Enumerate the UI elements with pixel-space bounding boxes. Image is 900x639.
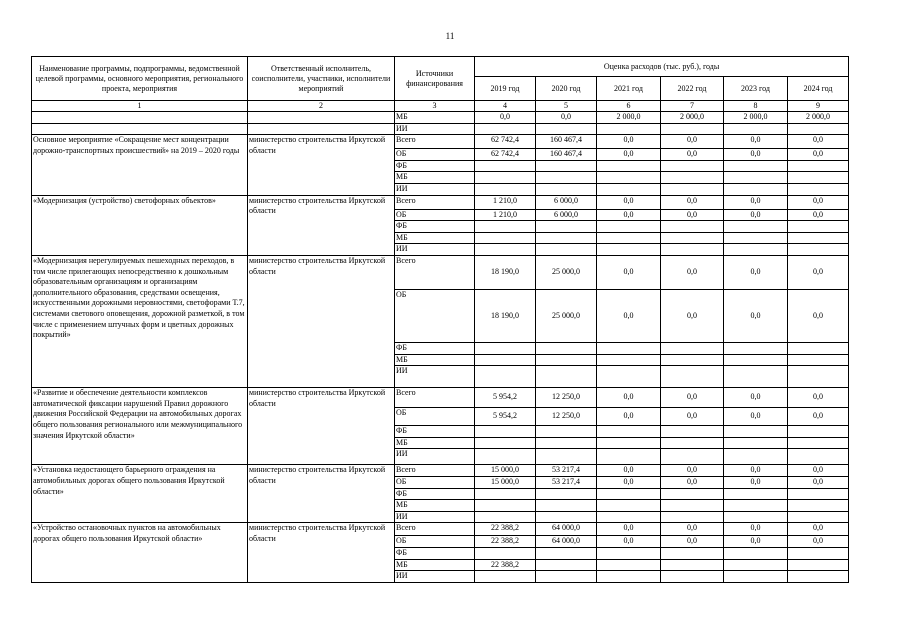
value-cell: 0,0 [788,408,849,426]
value-cell: 0,0 [661,388,724,408]
value-cell: 0,0 [597,408,661,426]
value-cell: 0,0 [597,476,661,488]
value-cell: 0,0 [788,536,849,548]
value-cell: 0,0 [724,255,788,289]
value-cell [661,244,724,256]
value-cell [661,449,724,465]
value-cell [661,426,724,438]
value-cell: 0,0 [597,135,661,149]
value-cell: 1 210,0 [475,209,536,221]
source-cell: ФБ [395,342,475,354]
header-year: 2019 год [475,77,536,101]
value-cell [536,232,597,244]
measure-name: Основное мероприятие «Сокращение мест концентрации дорожно-транспортных происшествий» на 2019 – 2020 годы [32,135,248,195]
value-cell: 22 388,2 [475,559,536,571]
value-cell [475,354,536,366]
value-cell [536,571,597,583]
value-cell [724,183,788,195]
value-cell [788,183,849,195]
value-cell: 2 000,0 [597,112,661,124]
value-cell [597,366,661,388]
value-cell [475,488,536,500]
value-cell: 0,0 [788,255,849,289]
value-cell [536,437,597,449]
value-cell: 0,0 [597,536,661,548]
value-cell [597,172,661,184]
value-cell: 64 000,0 [536,523,597,536]
value-cell [661,183,724,195]
measure-name: «Установка недостающего барьерного ограждения на автомобильных дорогах общего пользования Иркутской области» [32,465,248,523]
expenditure-table [31,56,849,583]
value-cell [724,426,788,438]
value-cell: 0,0 [661,135,724,149]
value-cell: 0,0 [724,476,788,488]
value-cell [597,511,661,523]
value-cell: 0,0 [724,523,788,536]
value-cell [788,426,849,438]
value-cell [475,183,536,195]
responsible-executor: министерство строительства Иркутской области [248,135,395,195]
value-cell: 2 000,0 [788,112,849,124]
measure-name: «Развитие и обеспечение деятельности комплексов автоматической фиксации нарушений Правил дорожного движения Российской Федерации на автомобильных дорогах общего пользования регионального или межмуниципального значения Иркутской области» [32,388,248,465]
value-cell: 22 388,2 [475,536,536,548]
source-cell: ОБ [395,289,475,342]
value-cell [661,123,724,135]
value-cell: 0,0 [597,523,661,536]
value-cell [597,488,661,500]
source-cell: МБ [395,112,475,124]
value-cell [661,342,724,354]
value-cell: 15 000,0 [475,465,536,477]
value-cell [536,488,597,500]
table-row [32,255,849,289]
value-cell [536,366,597,388]
value-cell [661,548,724,560]
value-cell [661,221,724,233]
responsible-executor: министерство строительства Иркутской области [248,523,395,583]
value-cell [475,437,536,449]
value-cell [597,354,661,366]
column-number: 7 [661,101,724,112]
header-responsible-column: Ответственный исполнитель, соисполнители, участники, исполнители мероприятий [248,57,395,101]
table-row [32,388,849,408]
value-cell: 53 217,4 [536,465,597,477]
value-cell [597,571,661,583]
value-cell [724,500,788,512]
column-number: 3 [395,101,475,112]
header-year: 2022 год [661,77,724,101]
value-cell [661,571,724,583]
table-row [32,195,849,209]
value-cell [661,366,724,388]
source-cell: ОБ [395,149,475,161]
value-cell [536,221,597,233]
value-cell [661,160,724,172]
table-row [32,523,849,536]
value-cell: 0,0 [788,289,849,342]
value-cell: 0,0 [724,289,788,342]
value-cell [788,123,849,135]
value-cell [597,500,661,512]
column-number: 2 [248,101,395,112]
source-cell: ИИ [395,244,475,256]
column-number: 8 [724,101,788,112]
column-number: 4 [475,101,536,112]
value-cell: 0,0 [788,135,849,149]
measure-name: «Устройство остановочных пунктов на автомобильных дорогах общего пользования Иркутской области» [32,523,248,583]
value-cell [661,488,724,500]
value-cell: 25 000,0 [536,255,597,289]
value-cell [475,571,536,583]
value-cell [788,571,849,583]
value-cell: 160 467,4 [536,149,597,161]
empty-cell [248,123,395,135]
value-cell [597,183,661,195]
value-cell: 0,0 [724,408,788,426]
value-cell: 12 250,0 [536,388,597,408]
value-cell: 0,0 [661,195,724,209]
value-cell: 53 217,4 [536,476,597,488]
value-cell [536,183,597,195]
value-cell: 0,0 [661,149,724,161]
value-cell: 25 000,0 [536,289,597,342]
value-cell [597,426,661,438]
page-number: 11 [445,31,455,41]
value-cell: 0,0 [788,465,849,477]
source-cell: Всего [395,255,475,289]
value-cell [597,559,661,571]
value-cell [597,449,661,465]
source-cell: МБ [395,172,475,184]
header-year: 2020 год [536,77,597,101]
value-cell: 0,0 [724,149,788,161]
value-cell [661,172,724,184]
value-cell [661,559,724,571]
value-cell: 6 000,0 [536,209,597,221]
value-cell [724,559,788,571]
value-cell: 0,0 [724,209,788,221]
source-cell: ФБ [395,548,475,560]
value-cell: 2 000,0 [661,112,724,124]
value-cell [788,221,849,233]
value-cell: 12 250,0 [536,408,597,426]
value-cell: 0,0 [788,195,849,209]
header-estimate-column: Оценка расходов (тыс. руб.), годы [475,57,849,77]
measure-name: «Модернизация (устройство) светофорных объектов» [32,195,248,255]
value-cell [536,123,597,135]
value-cell [475,342,536,354]
value-cell: 64 000,0 [536,536,597,548]
responsible-executor: министерство строительства Иркутской области [248,388,395,465]
value-cell [597,548,661,560]
table-row [32,465,849,477]
responsible-executor: министерство строительства Иркутской области [248,255,395,387]
value-cell [788,366,849,388]
value-cell: 62 742,4 [475,135,536,149]
source-cell: ФБ [395,488,475,500]
value-cell [475,548,536,560]
header-year: 2023 год [724,77,788,101]
value-cell [536,559,597,571]
value-cell [597,221,661,233]
value-cell [788,160,849,172]
value-cell [724,488,788,500]
value-cell [724,511,788,523]
value-cell [536,426,597,438]
value-cell [536,244,597,256]
value-cell [475,232,536,244]
value-cell [661,437,724,449]
value-cell [597,232,661,244]
value-cell: 22 388,2 [475,523,536,536]
value-cell: 5 954,2 [475,408,536,426]
value-cell [724,571,788,583]
table-row [32,135,849,149]
value-cell [536,172,597,184]
value-cell: 0,0 [724,388,788,408]
value-cell [536,449,597,465]
value-cell [597,244,661,256]
source-cell: ИИ [395,449,475,465]
value-cell [724,244,788,256]
value-cell: 0,0 [788,388,849,408]
value-cell: 0,0 [724,195,788,209]
empty-cell [248,112,395,124]
value-cell [661,232,724,244]
value-cell [788,500,849,512]
source-cell: МБ [395,437,475,449]
empty-cell [32,112,248,124]
value-cell [788,232,849,244]
value-cell: 0,0 [661,255,724,289]
value-cell: 0,0 [724,465,788,477]
value-cell: 0,0 [597,255,661,289]
value-cell [788,548,849,560]
value-cell [724,366,788,388]
value-cell [788,244,849,256]
value-cell: 0,0 [597,149,661,161]
value-cell: 0,0 [661,523,724,536]
value-cell [597,342,661,354]
source-cell: ИИ [395,123,475,135]
column-number: 1 [32,101,248,112]
source-cell: ОБ [395,476,475,488]
value-cell: 0,0 [661,476,724,488]
value-cell: 0,0 [536,112,597,124]
value-cell [475,511,536,523]
value-cell [788,172,849,184]
value-cell [475,500,536,512]
value-cell [788,342,849,354]
source-cell: ИИ [395,183,475,195]
value-cell [724,354,788,366]
value-cell: 0,0 [475,112,536,124]
header-year: 2021 год [597,77,661,101]
value-cell: 62 742,4 [475,149,536,161]
value-cell [788,354,849,366]
value-cell: 0,0 [724,135,788,149]
source-cell: МБ [395,232,475,244]
value-cell [661,500,724,512]
value-cell: 0,0 [788,209,849,221]
value-cell [475,449,536,465]
value-cell [788,437,849,449]
source-cell: ФБ [395,221,475,233]
value-cell [475,426,536,438]
value-cell: 5 954,2 [475,388,536,408]
value-cell: 2 000,0 [724,112,788,124]
value-cell: 0,0 [597,289,661,342]
value-cell [788,559,849,571]
value-cell [597,123,661,135]
responsible-executor: министерство строительства Иркутской области [248,465,395,523]
source-cell: ФБ [395,426,475,438]
column-number: 9 [788,101,849,112]
value-cell [724,232,788,244]
value-cell [536,511,597,523]
source-cell: ИИ [395,366,475,388]
source-cell: ОБ [395,536,475,548]
value-cell: 6 000,0 [536,195,597,209]
value-cell [724,548,788,560]
value-cell [475,123,536,135]
source-cell: МБ [395,500,475,512]
value-cell: 0,0 [597,195,661,209]
table-row [32,123,849,135]
table-row [32,112,849,124]
column-number: 6 [597,101,661,112]
value-cell: 0,0 [597,209,661,221]
measure-name: «Модернизация нерегулируемых пешеходных переходов, в том числе прилегающих непосредственно к дошкольным образовательным организациям и организациям дополнительного образования, средствами освещения, искусственными дорожными неровностями, светофорами Т.7, системами светового оповещения, дорожной разметкой, в том числе с применением штучных форм и цветных дорожных покрытий» [32,255,248,387]
empty-cell [32,123,248,135]
source-cell: ОБ [395,408,475,426]
source-cell: ОБ [395,209,475,221]
source-cell: ИИ [395,511,475,523]
value-cell [475,160,536,172]
value-cell [788,511,849,523]
value-cell: 0,0 [597,388,661,408]
value-cell: 15 000,0 [475,476,536,488]
value-cell [724,342,788,354]
value-cell [536,500,597,512]
value-cell [724,437,788,449]
source-cell: Всего [395,195,475,209]
value-cell: 160 467,4 [536,135,597,149]
source-cell: ФБ [395,160,475,172]
value-cell [597,160,661,172]
value-cell [661,511,724,523]
responsible-executor: министерство строительства Иркутской области [248,195,395,255]
value-cell: 0,0 [661,465,724,477]
value-cell [788,488,849,500]
value-cell: 0,0 [788,476,849,488]
value-cell [536,548,597,560]
value-cell [475,366,536,388]
value-cell: 0,0 [788,149,849,161]
header-year: 2024 год [788,77,849,101]
header-name-column: Наименование программы, подпрограммы, ведомственной целевой программы, основного мероприятия, регионального проекта, мероприятия [32,57,248,101]
value-cell [724,123,788,135]
source-cell: Всего [395,523,475,536]
value-cell: 0,0 [788,523,849,536]
value-cell: 0,0 [597,465,661,477]
value-cell: 0,0 [661,209,724,221]
value-cell [661,354,724,366]
value-cell [536,160,597,172]
value-cell [536,354,597,366]
source-cell: Всего [395,388,475,408]
value-cell [788,449,849,465]
value-cell [724,160,788,172]
value-cell: 0,0 [661,289,724,342]
source-cell: МБ [395,354,475,366]
value-cell: 18 190,0 [475,289,536,342]
value-cell: 0,0 [661,408,724,426]
value-cell: 0,0 [661,536,724,548]
value-cell [597,437,661,449]
value-cell: 0,0 [724,536,788,548]
value-cell [724,449,788,465]
header-source-column: Источники финансирования [395,57,475,101]
value-cell [475,172,536,184]
source-cell: Всего [395,465,475,477]
column-number: 5 [536,101,597,112]
value-cell [475,244,536,256]
value-cell: 18 190,0 [475,255,536,289]
value-cell: 1 210,0 [475,195,536,209]
source-cell: Всего [395,135,475,149]
value-cell [724,221,788,233]
value-cell [724,172,788,184]
source-cell: МБ [395,559,475,571]
value-cell [536,342,597,354]
source-cell: ИИ [395,571,475,583]
value-cell [475,221,536,233]
